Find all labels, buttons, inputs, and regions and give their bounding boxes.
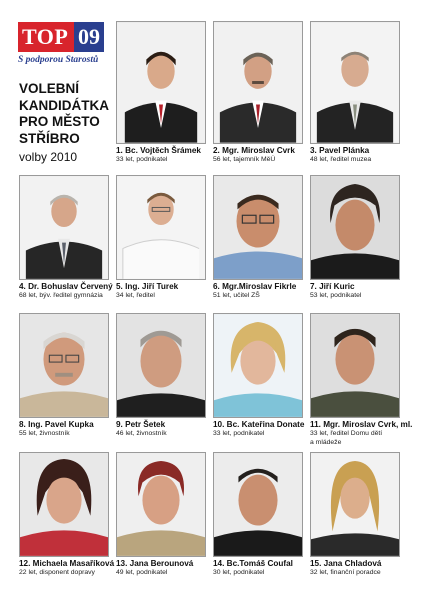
portrait-icon xyxy=(214,453,302,556)
headline-line: STŘÍBRO xyxy=(19,130,80,146)
candidate-photo xyxy=(310,313,400,418)
candidate-name: 12. Michaela Masaříková xyxy=(19,559,115,568)
candidate-photo xyxy=(213,452,303,557)
candidate-photo xyxy=(116,313,206,418)
candidate-card xyxy=(310,452,400,578)
candidate-photo xyxy=(116,175,206,280)
candidate-info: 46 let, živnostník xyxy=(116,430,167,437)
candidate-photo xyxy=(310,21,400,144)
candidate-card xyxy=(116,175,206,301)
candidate-info: 49 let, podnikatel xyxy=(116,569,168,576)
portrait-icon xyxy=(117,176,205,279)
portrait-icon xyxy=(214,22,302,143)
candidate-photo xyxy=(19,313,109,418)
candidate-info: 51 let, učitel ZŠ xyxy=(213,292,260,299)
candidate-name: 2. Mgr. Miroslav Cvrk xyxy=(213,146,295,155)
candidate-photo xyxy=(19,175,109,280)
candidate-info: 30 let, podnikatel xyxy=(213,569,265,576)
candidate-info: 68 let, býv. ředitel gymnázia xyxy=(19,292,103,299)
candidate-name: 8. Ing. Pavel Kupka xyxy=(19,420,94,429)
candidate-photo xyxy=(116,21,206,144)
candidate-card xyxy=(19,313,109,439)
portrait-icon xyxy=(214,176,302,279)
candidate-info: 55 let, živnostník xyxy=(19,430,70,437)
candidate-photo xyxy=(116,452,206,557)
candidate-card xyxy=(213,313,303,439)
headline xyxy=(19,81,115,147)
portrait-icon xyxy=(311,22,399,143)
portrait-icon xyxy=(311,314,399,417)
candidate-info: 33 let, podnikatel xyxy=(213,430,265,437)
candidate-photo xyxy=(213,21,303,144)
candidate-card xyxy=(19,452,115,578)
candidate-name: 3. Pavel Plánka xyxy=(310,146,370,155)
candidate-name: 11. Mgr. Miroslav Cvrk, ml. xyxy=(310,420,413,429)
portrait-icon xyxy=(20,314,108,417)
candidate-name: 6. Mgr.Miroslav Fikrle xyxy=(213,282,297,291)
logo-subtitle: S podporou Starostů xyxy=(18,55,99,65)
candidate-info: a mládeže xyxy=(310,438,342,446)
candidate-info: 33 let, podnikatel xyxy=(116,156,168,163)
candidate-name: 9. Petr Šetek xyxy=(116,420,166,429)
portrait-icon xyxy=(117,314,205,417)
portrait-icon xyxy=(20,453,108,556)
logo-mark xyxy=(18,22,104,52)
portrait-icon xyxy=(311,453,399,556)
logo-number: 09 xyxy=(74,22,104,52)
candidate-card xyxy=(19,175,113,301)
candidate-card xyxy=(213,175,303,301)
candidate-card xyxy=(116,21,206,165)
headline-line: PRO MĚSTO xyxy=(19,114,100,129)
portrait-icon xyxy=(117,453,205,556)
candidate-name: 13. Jana Berounová xyxy=(116,559,194,568)
candidate-photo xyxy=(213,313,303,418)
candidate-card xyxy=(310,21,400,165)
candidate-card xyxy=(213,21,303,165)
candidate-name: 15. Jana Chladová xyxy=(310,559,382,568)
portrait-icon xyxy=(214,314,302,417)
candidate-photo xyxy=(310,175,400,280)
candidate-name: 1. Bc. Vojtěch Šrámek xyxy=(116,146,201,155)
candidate-card xyxy=(213,452,303,578)
candidate-info: 32 let, finanční poradce xyxy=(310,569,381,576)
headline-line: KANDIDÁTKA xyxy=(19,97,109,113)
portrait-icon xyxy=(311,176,399,279)
candidate-name: 4. Dr. Bohuslav Červený xyxy=(19,282,113,291)
candidate-card xyxy=(310,313,413,447)
candidate-info: 22 let, disponent dopravy xyxy=(19,569,95,576)
candidate-photo xyxy=(310,452,400,557)
logo-top-text: TOP xyxy=(18,22,74,52)
portrait-icon xyxy=(117,22,205,143)
candidate-info: 56 let, tajemník MěÚ xyxy=(213,156,276,163)
candidate-card xyxy=(116,313,206,439)
candidate-name: 7. Jiří Kuric xyxy=(310,282,355,291)
candidate-card xyxy=(310,175,400,301)
candidate-info: 48 let, ředitel muzea xyxy=(310,156,372,163)
candidate-photo xyxy=(213,175,303,280)
candidate-info: 53 let, podnikatel xyxy=(310,292,362,299)
headline-line: VOLEBNÍ xyxy=(19,81,80,96)
portrait-icon xyxy=(20,176,108,279)
election-year: volby 2010 xyxy=(19,150,78,164)
candidate-name: 10. Bc. Kateřina Donate xyxy=(213,420,305,429)
candidate-info: 33 let, ředitel Domu dětí xyxy=(310,430,383,437)
logo xyxy=(18,22,108,65)
candidate-name: 5. Ing. Jiří Turek xyxy=(116,282,179,291)
candidate-name: 14. Bc.Tomáš Coufal xyxy=(213,559,293,568)
candidate-card xyxy=(116,452,206,578)
candidate-info: 34 let, ředitel xyxy=(116,292,155,299)
candidate-photo xyxy=(19,452,109,557)
